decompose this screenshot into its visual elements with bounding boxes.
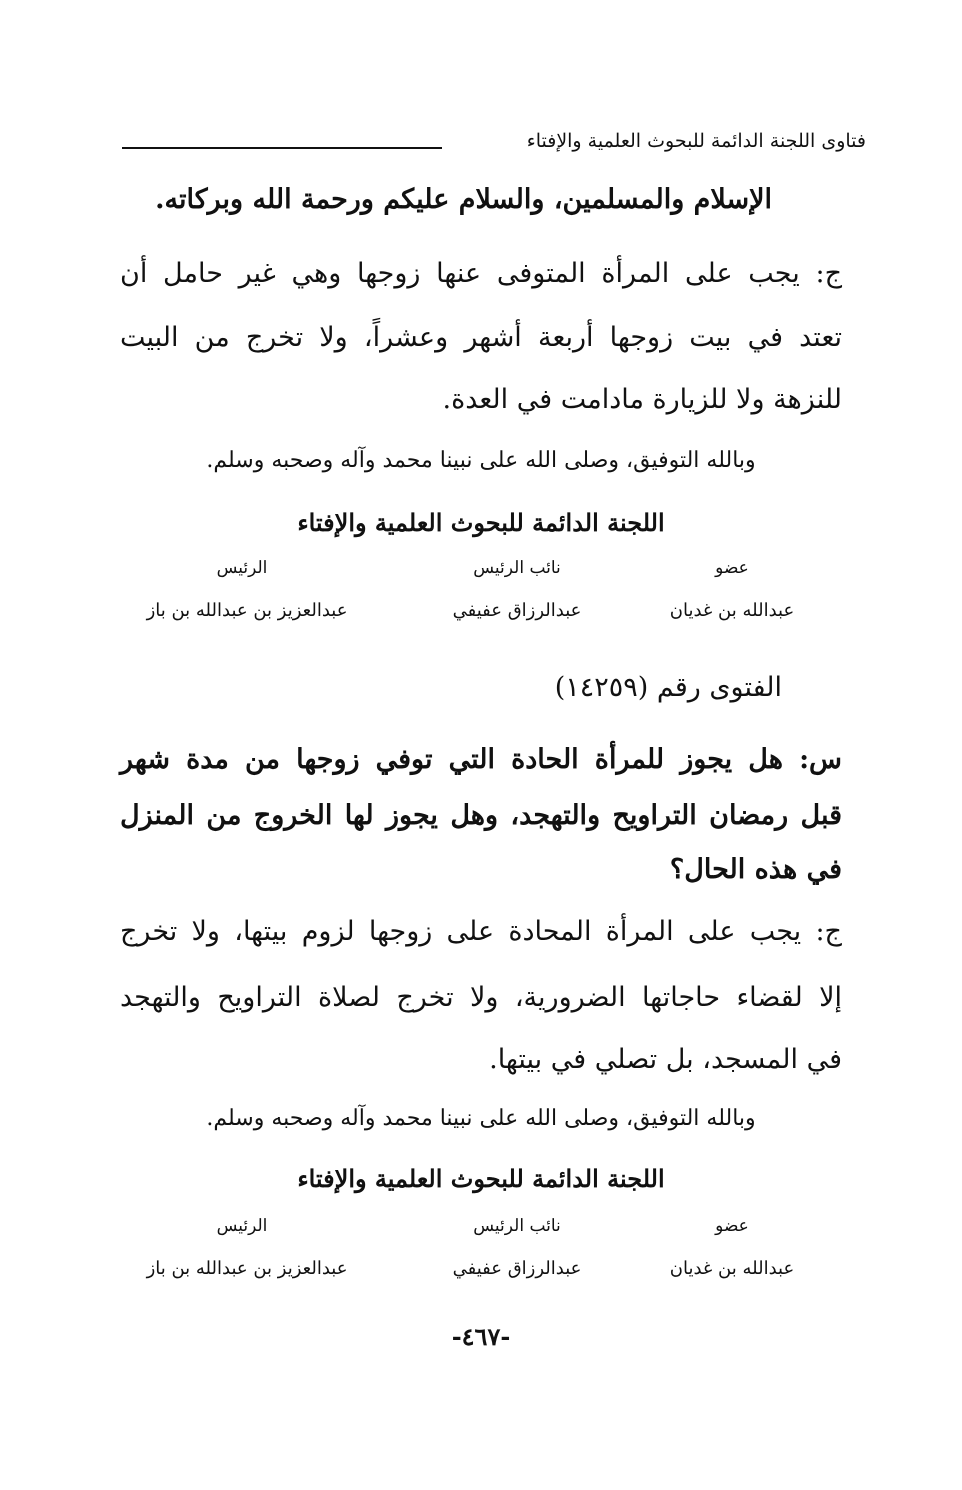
committee-1-title: اللجنة الدائمة للبحوث العلمية والإفتاء <box>297 508 665 537</box>
committee-2-role-vice: نائب الرئيس <box>473 1216 561 1236</box>
committee-2-name-member: عبدالله بن غديان <box>669 1258 795 1279</box>
answer2-line-2: إلا لقضاء حاجاتها الضرورية، ولا تخرج لصلاة التراويح والتهجد <box>120 982 842 1013</box>
answer1-line-2: تعتد في بيت زوجها أربعة أشهر وعشراً، ولا تخرج من البيت <box>120 322 842 353</box>
answer1-line-1: ج: يجب على المرأة المتوفى عنها زوجها وهي غير حامل أن <box>120 258 842 289</box>
header-rule <box>122 147 442 149</box>
committee-2-name-vice: عبدالرزاق عفيفي <box>452 1258 582 1279</box>
fatwa-number: الفتوى رقم (١٤٢٥٩) <box>554 672 782 703</box>
committee-1-name-member: عبدالله بن غديان <box>669 600 795 621</box>
page-number: -٤٦٧- <box>451 1322 511 1351</box>
answer2-line-3: في المسجد، بل تصلي في بيتها. <box>489 1044 842 1075</box>
committee-1-name-president: عبدالعزيز بن عبدالله بن باز <box>146 600 348 621</box>
answer2-line-1: ج: يجب على المرأة المحادة على زوجها لزوم بيتها، ولا تخرج <box>120 916 842 947</box>
committee-2-role-member: عضو <box>715 1216 749 1236</box>
question2-line-1: س: هل يجوز للمرأة الحادة التي توفي زوجها من مدة شهر <box>120 744 842 775</box>
committee-1-role-vice: نائب الرئيس <box>473 558 561 578</box>
intro-line: الإسلام والمسلمين، والسلام عليكم ورحمة الله وبركاته. <box>155 184 772 215</box>
closing-2: وبالله التوفيق، وصلى الله على نبينا محمد وآله وصحبه وسلم. <box>206 1106 756 1131</box>
committee-1-name-vice: عبدالرزاق عفيفي <box>452 600 582 621</box>
question2-line-2: قبل رمضان التراويح والتهجد، وهل يجوز لها الخروج من المنزل <box>120 800 842 831</box>
committee-1-role-president: الرئيس <box>216 558 268 578</box>
question2-line-3: في هذه الحال؟ <box>669 854 842 885</box>
running-header <box>122 126 866 166</box>
closing-1: وبالله التوفيق، وصلى الله على نبينا محمد وآله وصحبه وسلم. <box>206 448 756 473</box>
answer1-line-3: للنزهة ولا للزيارة مادامت في العدة. <box>442 384 842 415</box>
committee-1-role-member: عضو <box>715 558 749 578</box>
committee-2-name-president: عبدالعزيز بن عبدالله بن باز <box>146 1258 348 1279</box>
committee-2-title: اللجنة الدائمة للبحوث العلمية والإفتاء <box>297 1164 665 1193</box>
committee-2-role-president: الرئيس <box>216 1216 268 1236</box>
header-title: فتاوى اللجنة الدائمة للبحوث العلمية والإفتاء <box>526 130 866 152</box>
